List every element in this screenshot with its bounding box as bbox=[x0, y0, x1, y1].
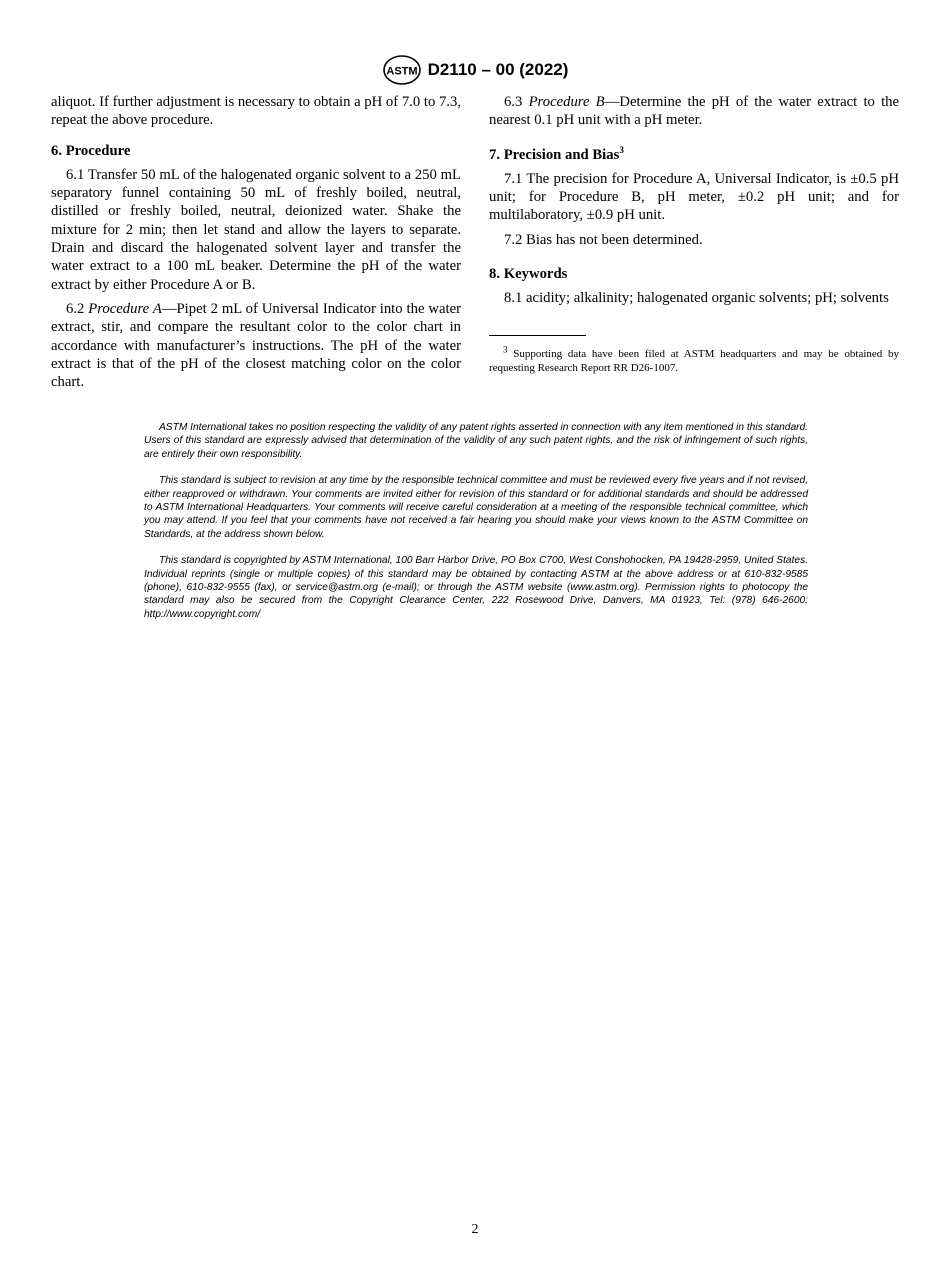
footnote-divider bbox=[489, 335, 586, 336]
paragraph-6-1: 6.1 Transfer 50 mL of the halogenated organic solvent to a 250 mL separatory funnel containing 50 mL of freshly boiled, neutral, distilled or freshly boiled, neutral, deionized water. Shake the mixture for 2 min; then let stand and allow the layers to separate. Drain and discard the halogenated solvent layer and transfer the water extract to a 100 mL beaker. Determine the pH of the water extract by either Procedure A or B. bbox=[51, 166, 461, 293]
paragraph-6-3: 6.3 Procedure B—Determine the pH of the water extract to the nearest 0.1 pH unit with a pH meter. bbox=[489, 94, 900, 129]
left-column bbox=[51, 93, 461, 391]
paragraph-6-2: 6.2 Procedure A—Pipet 2 mL of Universal Indicator into the water extract, stir, and compare the resultant color to the color chart in accordance with manufacturer’s instructions. The pH of the water extract is that of the pH of the closest matching color on the color chart. bbox=[51, 300, 461, 391]
copyright-notice: This standard is copyrighted by ASTM International, 100 Barr Harbor Drive, PO Box C700, West Conshohocken, PA 19428-2959, United States. Individual reprints (single or multiple copies) of this standard may be obtained by contacting ASTM at the above address or at 610-832-9585 (phone), 610-832-9555 (fax), or service@astm.org (e-mail); or through the ASTM website (www.astm.org). Permission rights to photocopy the standard may also be secured from the Copyright Clearance Center, 222 Rosewood Drive, Danvers, MA 01923, Tel: (978) 646-2600; http://www.copyright.com/ bbox=[144, 555, 808, 620]
section-6-heading: 6. Procedure bbox=[51, 142, 131, 159]
paragraph-7-1: 7.1 The precision for Procedure A, Universal Indicator, is ±0.5 pH unit; for Procedure B, pH meter, ±0.2 pH unit; and for multilaboratory, ±0.9 pH unit. bbox=[489, 170, 899, 224]
revision-notice: This standard is subject to revision at any time by the responsible technical committee and must be reviewed every five years and if not revised, either reapproved or withdrawn. Your comments are invited either for revision of this standard or for additional standards and should be addressed to ASTM International Headquarters. Your comments will receive careful consideration at a meeting of the responsible technical committee, which you may attend. If you feel that your comments have not received a fair hearing you should make your views known to the ASTM Committee on Standards, at the address shown below. bbox=[144, 475, 808, 540]
astm-notices bbox=[144, 421, 808, 634]
footnote-3: $^3$ Supporting data have been filed at ASTM headquarters and may be obtained by requesting Research Report RR D26-1007. bbox=[489, 344, 899, 374]
continued-paragraph: aliquot. If further adjustment is necessary to obtain a pH of 7.0 to 7.3, repeat the above procedure. bbox=[51, 94, 461, 129]
patent-notice: ASTM International takes no position respecting the validity of any patent rights asserted in connection with any item mentioned in this standard. Users of this standard are expressly advised that determination of the validity of any such patent rights, and the risk of infringement of such rights, are entirely their own responsibility. bbox=[144, 422, 808, 460]
svg-text:ASTM: ASTM bbox=[385, 65, 418, 78]
section-7-heading: 7. Precision and Bias$^3$ bbox=[489, 144, 624, 163]
paragraph-7-2: 7.2 Bias has not been determined. bbox=[504, 231, 703, 248]
astm-logo-icon bbox=[382, 55, 422, 85]
page-number: 2 bbox=[471, 1222, 479, 1237]
section-8-heading: 8. Keywords bbox=[489, 266, 568, 283]
page-header bbox=[0, 55, 950, 85]
right-column bbox=[489, 93, 899, 375]
paragraph-8-1: 8.1 acidity; alkalinity; halogenated organic solvents; pH; solvents bbox=[504, 290, 889, 307]
document-designation: D2110 – 00 (2022) bbox=[427, 60, 569, 79]
